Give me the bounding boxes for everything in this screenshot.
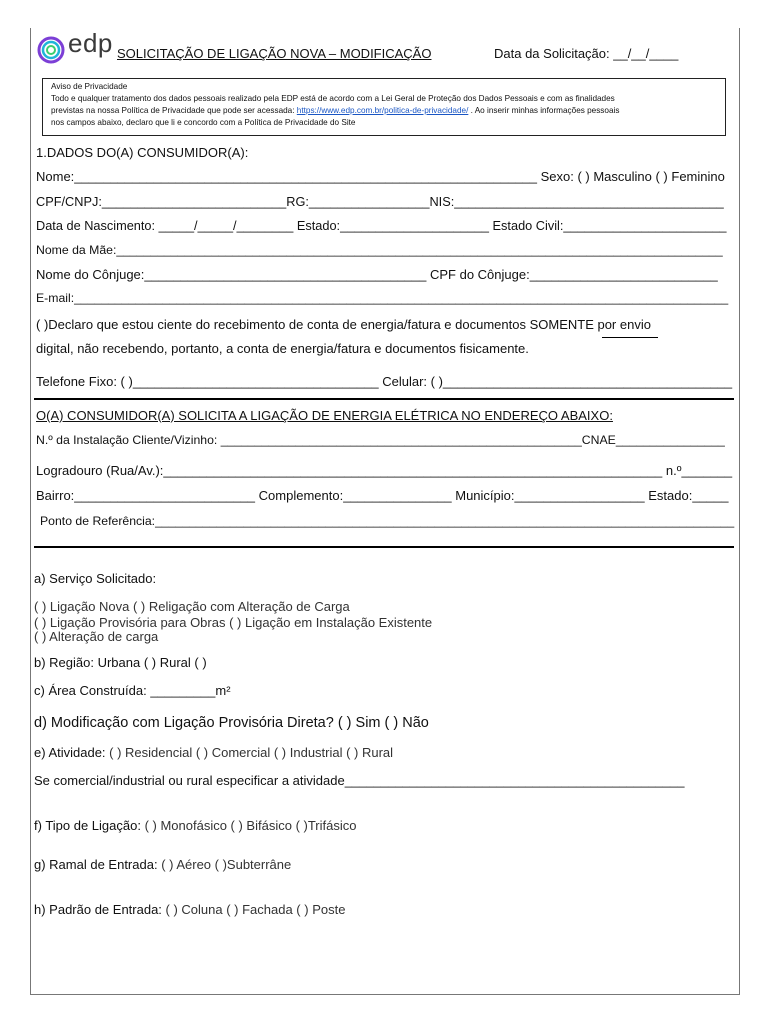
- privacy-line1: Todo e qualquer tratamento dos dados pessoais realizado pela EDP está de acordo com a Lei Geral de Proteção dos Dados Pessoais e com as finalidades: [51, 94, 615, 103]
- form-title: SOLICITAÇÃO DE LIGAÇÃO NOVA – MODIFICAÇÃO: [117, 46, 432, 61]
- privacy-line3: nos campos abaixo, declaro que li e concordo com a Política de Privacidade do Site: [51, 118, 356, 127]
- privacy-line2-post: . Ao inserir minhas informações pessoais: [468, 106, 620, 115]
- region-field[interactable]: b) Região: Urbana ( ) Rural ( ): [34, 655, 207, 670]
- somente-underline: [602, 337, 658, 338]
- privacy-title: Aviso de Privacidade: [51, 82, 128, 91]
- birth-state-civil-field[interactable]: Data de Nascimento: _____/_____/________ Estado:_____________________ Estado Civil:_______________________: [36, 218, 727, 233]
- connection-type-field[interactable]: [34, 818, 356, 833]
- section-divider: [34, 398, 734, 400]
- built-area-field[interactable]: c) Área Construída: _________m²: [34, 683, 231, 698]
- district-city-state-field[interactable]: Bairro:_________________________ Complemento:_______________ Município:__________________ Estado:_____: [36, 488, 729, 503]
- consumer-section-heading: 1.DADOS DO(A) CONSUMIDOR(A):: [36, 145, 249, 160]
- brand-name: edp: [68, 28, 113, 58]
- connection-type-options[interactable]: ( ) Monofásico ( ) Bifásico ( )Trifásico: [144, 818, 357, 833]
- entry-standard-field[interactable]: [34, 902, 345, 917]
- section-divider: [34, 546, 734, 548]
- privacy-policy-link[interactable]: https://www.edp.com.br/politica-de-privacidade/: [296, 106, 469, 115]
- privacy-notice: [42, 78, 726, 136]
- service-option-row[interactable]: ( ) Alteração de carga: [34, 629, 159, 644]
- service-requested-label: a) Serviço Solicitado:: [34, 571, 157, 586]
- edp-logo-icon: [37, 36, 67, 64]
- email-field[interactable]: E-mail:________________________________________________________________________________________________: [36, 291, 729, 305]
- phone-field[interactable]: Telefone Fixo: ( )__________________________________ Celular: ( )________________________________________: [36, 374, 733, 389]
- request-date-field[interactable]: Data da Solicitação: __/__/____: [494, 46, 679, 61]
- privacy-line2: [51, 105, 717, 117]
- activity-field[interactable]: [34, 745, 393, 760]
- entry-standard-label: h) Padrão de Entrada:: [34, 902, 166, 917]
- mother-name-field[interactable]: Nome da Mãe:_________________________________________________________________________________________: [36, 243, 723, 257]
- provisional-connection-field[interactable]: d) Modificação com Ligação Provisória Direta? ( ) Sim ( ) Não: [34, 715, 429, 731]
- activity-options[interactable]: ( ) Residencial ( ) Comercial ( ) Industrial ( ) Rural: [109, 745, 394, 760]
- name-sex-field[interactable]: Nome:________________________________________________________________ Sexo: ( ) Masculino ( ) Feminino: [36, 169, 725, 184]
- service-option-row[interactable]: ( ) Ligação Nova ( ) Religação com Alteração de Carga: [34, 599, 350, 614]
- connection-type-label: f) Tipo de Ligação:: [34, 818, 145, 833]
- street-number-field[interactable]: Logradouro (Rua/Av.):_____________________________________________________________________ n.º_______: [36, 463, 733, 478]
- service-entry-field[interactable]: [34, 857, 291, 872]
- installation-cnae-field[interactable]: N.º da Instalação Cliente/Vizinho: _____________________________________________________CNAE________________: [36, 433, 725, 447]
- entry-standard-options[interactable]: ( ) Coluna ( ) Fachada ( ) Poste: [165, 902, 346, 917]
- service-entry-options[interactable]: ( ) Aéreo ( )Subterrâne: [161, 857, 292, 872]
- service-entry-label: g) Ramal de Entrada:: [34, 857, 162, 872]
- activity-spec-field[interactable]: Se comercial/industrial ou rural especificar a atividade_______________________________________________: [34, 773, 685, 788]
- digital-invoice-text: digital, não recebendo, portanto, a conta de energia/fatura e documentos fisicamente.: [36, 341, 529, 356]
- cpf-rg-nis-field[interactable]: CPF/CNPJ:__________________________RG:_________________NIS:______________________________________: [36, 194, 724, 209]
- spouse-field[interactable]: Nome do Cônjuge:_______________________________________ CPF do Cônjuge:__________________________: [36, 267, 718, 282]
- reference-point-field[interactable]: Ponto de Referência:_____________________________________________________________________________________: [40, 514, 735, 528]
- privacy-line2-pre: previstas na nossa Política de Privacidade que pode ser acessada:: [51, 106, 297, 115]
- digital-invoice-checkbox[interactable]: ( )Declaro que estou ciente do recebimento de conta de energia/fatura e documentos SOMENTE por envio: [36, 317, 651, 332]
- activity-label: e) Atividade:: [34, 745, 110, 760]
- service-option-row[interactable]: ( ) Ligação Provisória para Obras ( ) Ligação em Instalação Existente: [34, 615, 433, 630]
- address-section-heading: O(A) CONSUMIDOR(A) SOLICITA A LIGAÇÃO DE ENERGIA ELÉTRICA NO ENDEREÇO ABAIXO:: [36, 408, 613, 423]
